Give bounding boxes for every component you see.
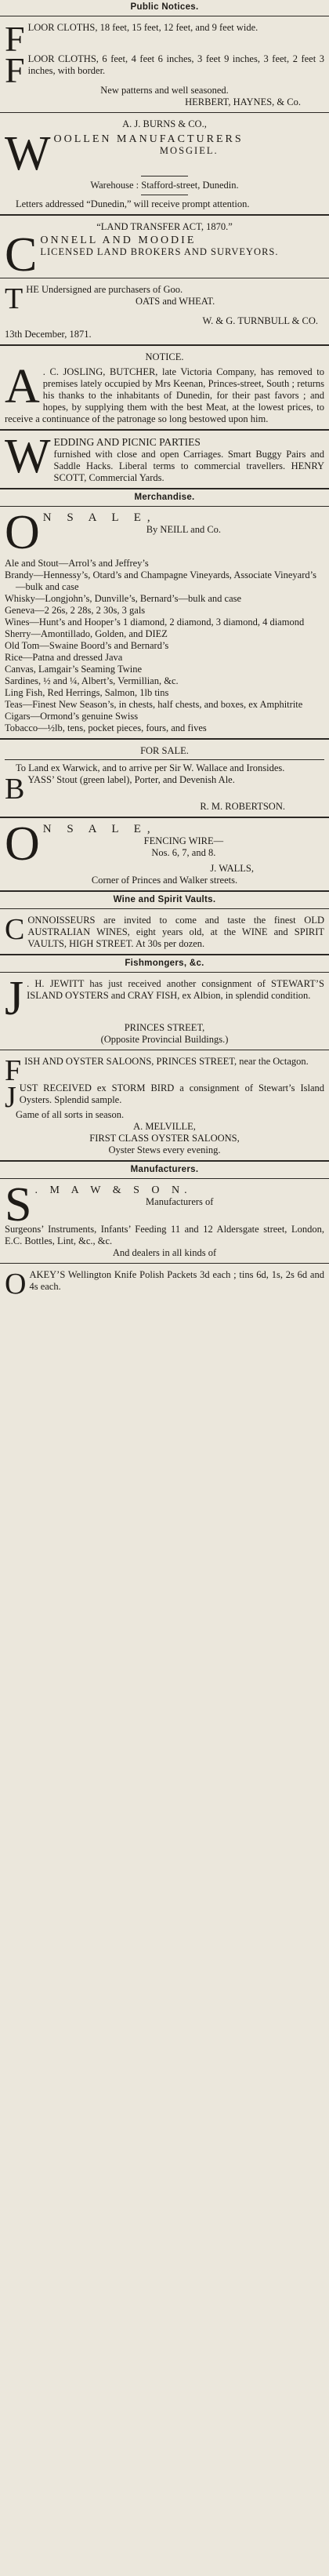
ad-maw-son <box>5 1178 324 1261</box>
ad-line: HE Undersigned are purchasers of Goo. <box>26 284 183 295</box>
section-header-fishmongers: Fishmongers, &c. <box>125 959 204 968</box>
drop-cap: O <box>5 506 40 559</box>
divider <box>0 488 329 489</box>
drop-cap: F <box>5 1054 22 1087</box>
divider <box>0 112 329 113</box>
ad-body: . C. JOSLING, BUTCHER, late Victoria Company, has removed to premises lately occupied by Mrs Keenan, Princes-street, South ; returns his thanks to the inhabitants of Dunedin, for their past favors ; and hopes, by supplying them with the best Meat, at the lowest prices, to receive a continuance of the patronage so long bestowed upon him. <box>5 366 324 424</box>
divider <box>0 214 329 216</box>
ad-land-transfer <box>5 218 324 282</box>
section-header-public-notices: Public Notices. <box>130 2 199 12</box>
ad-line: UST RECEIVED ex STORM BIRD a consignment of Stewart’s Island Oysters. Splendid sample. <box>19 1082 324 1105</box>
list-item: Canvas, Lamgair’s Seaming Twine <box>5 664 143 675</box>
list-item: Sherry—Amontillado, Golden, and DIEZ <box>5 628 168 639</box>
ad-line: New patterns and well seasoned. <box>100 85 229 96</box>
ad-line: MOSGIEL. <box>159 145 219 156</box>
ad-floor-cloths <box>5 19 324 110</box>
drop-cap: W <box>5 430 51 483</box>
divider <box>0 972 329 973</box>
ad-line: furnished with close and open Carriages. Smart Buggy Pairs and Saddle Hacks. Liberal terms to commercial travellers. HENRY SCOTT, Commercial Yards. <box>53 449 324 483</box>
ad-for-sale-robertson <box>5 742 324 814</box>
ad-line: YASS’ Stout (green label), Porter, and Devenish Ale. <box>27 774 235 785</box>
drop-cap: C <box>5 913 25 946</box>
ad-signature: R. M. ROBERTSON. <box>200 801 285 812</box>
list-item: Wines—Hunt’s and Hooper’s 1 diamond, 2 diamond, 3 diamond, 4 diamond <box>5 617 305 628</box>
ad-line: To Land ex Warwick, and to arrive per Sir W. Wallace and Ironsides. <box>16 762 285 773</box>
ad-line: Warehouse : Stafford-street, Dunedin. <box>90 180 239 191</box>
ad-wedding-parties <box>5 430 324 486</box>
ad-line: Manufacturers of <box>146 1196 214 1207</box>
list-item: Ling Fish, Red Herrings, Salmon, 1lb tins <box>5 687 169 698</box>
ad-line: LOOR CLOTHS, 18 feet, 15 feet, 12 feet, and 9 feet wide. <box>27 22 258 33</box>
list-item: Tobacco—½lb, tens, pocket pieces, fours, and fives <box>5 722 207 733</box>
section-header-merchandise: Merchandise. <box>134 493 195 502</box>
drop-cap: T <box>5 282 24 315</box>
divider <box>5 759 324 760</box>
section-header-manufacturers: Manufacturers. <box>130 1165 199 1174</box>
drop-cap: J <box>5 1081 16 1114</box>
drop-cap: O <box>5 817 40 871</box>
ad-burns <box>5 115 324 212</box>
ad-title: “LAND TRANSFER ACT, 1870.” <box>96 221 233 232</box>
ad-line: . M A W & S O N. <box>34 1184 192 1196</box>
divider <box>0 817 329 818</box>
ad-line: Oyster Stews every evening. <box>108 1144 221 1155</box>
ad-oakey-knife-polish <box>5 1266 324 1301</box>
list-item: Sardines, ½ and ¼, Albert’s, Vermillian, &c. <box>5 675 179 686</box>
drop-cap: C <box>5 228 38 282</box>
ad-title: FOR SALE. <box>140 745 189 756</box>
ad-line: Corner of Princes and Walker streets. <box>91 875 238 886</box>
list-item: Geneva—2 26s, 2 28s, 2 30s, 3 gals <box>5 605 146 616</box>
ad-line: Letters addressed “Dunedin,” will receive prompt attention. <box>16 198 250 209</box>
ad-signature: J. WALLS, <box>210 863 254 874</box>
newspaper-page <box>0 2 329 1301</box>
list-item: Rice—Patna and dressed Java <box>5 652 123 663</box>
drop-cap: F <box>5 50 25 90</box>
ad-fencing-wire <box>5 817 324 888</box>
divider <box>0 506 329 507</box>
ad-title: NOTICE. <box>145 351 184 362</box>
ad-line: Surgeons’ Instruments, Infants’ Feeding 11 and 12 Aldersgate street, London, E.C. Bottles, Lint, &c., &c. <box>5 1224 324 1246</box>
ad-jewitt <box>5 972 324 1047</box>
item-list <box>5 558 324 734</box>
ad-body: ONNOISSEURS are invited to come and taste the finest OLD AUSTRALIAN WINES, eight years old, at the WINE and SPIRIT VAULTS, HIGH STREET. At 30s per dozen. <box>27 915 324 949</box>
drop-cap: W <box>5 127 51 180</box>
list-item: Old Tom—Swaine Boord’s and Bernard’s <box>5 640 169 651</box>
ad-line: And dealers in all kinds of <box>112 1247 217 1258</box>
ad-line: ONNELL AND MOODIE <box>40 235 197 246</box>
ad-line: N S A L E, <box>42 511 157 524</box>
divider <box>0 908 329 909</box>
divider <box>0 1160 329 1162</box>
ad-line: N S A L E, <box>42 823 157 835</box>
divider <box>0 738 329 740</box>
drop-cap: J <box>5 972 24 1025</box>
ad-line: FIRST CLASS OYSTER SALOONS, <box>89 1133 240 1144</box>
ad-line: FENCING WIRE— <box>143 835 224 846</box>
list-item: Cigars—Ormond’s genuine Swiss <box>5 711 139 722</box>
ad-line: ISH AND OYSTER SALOONS, PRINCES STREET, near the Octagon. <box>24 1056 309 1067</box>
ad-date: 13th December, 1871. <box>5 329 92 340</box>
divider <box>0 954 329 955</box>
ad-title: A. J. BURNS & CO., <box>122 118 207 129</box>
drop-cap: A <box>5 360 40 413</box>
drop-cap: S <box>5 1178 32 1232</box>
drop-cap: B <box>5 773 25 806</box>
ad-body: . H. JEWITT has just received another consignment of STEWART’S ISLAND OYSTERS and CRAY FISH, ex Albion, in splendid condition. <box>27 978 324 1001</box>
ad-turnbull <box>5 281 324 342</box>
ad-signature: HERBERT, HAYNES, & Co. <box>185 96 301 107</box>
ad-line: OATS and WHEAT. <box>135 296 215 307</box>
ad-signature: W. & G. TURNBULL & CO. <box>202 315 318 326</box>
drop-cap: O <box>5 1268 27 1301</box>
ad-wine-vaults <box>5 911 324 951</box>
list-item: Brandy—Hennessy’s, Otard’s and Champagne Vineyards, Associate Vineyard’s—bulk and case <box>5 569 316 592</box>
ad-line: EDDING AND PICNIC PARTIES <box>53 436 201 448</box>
ad-line: OOLLEN MANUFACTURERS <box>53 133 244 145</box>
ad-line: (Opposite Provincial Buildings.) <box>100 1034 229 1045</box>
divider <box>0 1263 329 1264</box>
ad-line: PRINCES STREET, <box>124 1022 205 1033</box>
ad-signature: A. MELVILLE, <box>133 1121 196 1132</box>
divider <box>0 890 329 892</box>
divider <box>0 1178 329 1179</box>
list-item: Teas—Finest New Season’s, in chests, half chests, and boxes, ex Amphitrite <box>5 699 303 710</box>
ad-neill-on-sale <box>5 506 324 736</box>
section-header-wine: Wine and Spirit Vaults. <box>113 895 216 904</box>
ad-line: Nos. 6, 7, and 8. <box>151 847 216 858</box>
list-item: Whisky—Longjohn’s, Dunville’s, Bernard’s—bulk and case <box>5 593 242 604</box>
ad-body: AKEY’S Wellington Knife Polish Packets 3d each ; tins 6d, 1s, 2s 6d and 4s each. <box>29 1269 324 1292</box>
ad-line: By NEILL and Co. <box>146 524 222 535</box>
ad-line: Game of all sorts in season. <box>16 1109 125 1120</box>
ad-line: LOOR CLOTHS, 6 feet, 4 feet 6 inches, 3 feet 9 inches, 3 feet, 2 feet 3 inches, with border. <box>27 53 324 76</box>
ad-oyster-saloons <box>5 1053 324 1158</box>
divider <box>0 344 329 346</box>
drop-cap: F <box>5 19 25 59</box>
ad-line: LICENSED LAND BROKERS AND SURVEYORS. <box>40 246 279 257</box>
ad-notice-josling <box>5 348 324 427</box>
list-item: Ale and Stout—Arrol’s and Jeffrey’s <box>5 558 149 569</box>
